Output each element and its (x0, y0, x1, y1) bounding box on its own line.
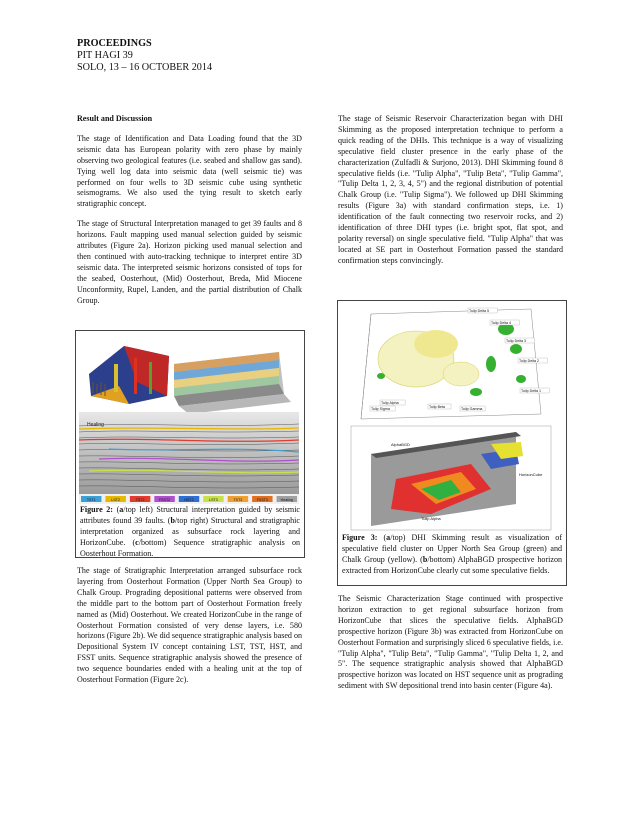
field-label: Tulip Delta 5 (469, 309, 490, 313)
section-title: Result and Discussion (77, 114, 153, 123)
figure-2 (75, 330, 305, 558)
field-label: Tulip Delta 2 (519, 359, 540, 363)
field-label: Tulip Sigma (371, 407, 390, 411)
paragraph: The stage of Identification and Data Loading found that the 3D seismic data has European polarity with zero phase by mainly observing two geological features (i.e. seabed and shallow gas sand). Tying well log data into seismic data (well seismic tie) was performed on four wells to 3D seismic cube using synthetic seismograms. We also used the tying result to sketch early stratigraphic concept. (77, 133, 302, 209)
right-column-bottom (338, 594, 563, 701)
left-column-bottom (77, 566, 302, 695)
figure-3-caption: Figure 3: (a/top) DHI Skimming result as visualization of speculative field cluster on Upper North Sea Group (green) and Chalk Group (yellow). (b/bottom) AlphaBGD prospective horizon extracted from HorizonCube clearly cut some speculative fields. (342, 533, 562, 575)
legend-label: LST3 (209, 498, 218, 502)
figure-2-legend (81, 496, 297, 502)
panel-label: HorizonCube (519, 472, 543, 477)
field-label: Tulip Delta 1 (521, 389, 542, 393)
paragraph: The stage of Stratigraphic Interpretation arranged subsurface rock layering from Oosterhout Formation (Upper North Sea Group) to Chalk Group. Prograding depositional patterns were observed from the middle part to the bottom part of Oosterhout Formation freely named as (Mid) Oosterhout. We created HorizonCube in the range of Oosterhout Formation consisted of very dense layers, i.e. 580 horizons (Figure 2b). We did sequence stratigraphic analysis based on Depositional System IV concept containing LST, TST, HST, and FSST units. Sequence stratigraphic analysis showed the presence of two sequence boundaries ended with a healing unit at the top of Oosterhout Formation (Figure 2c). (77, 566, 302, 685)
proceedings-title: PROCEEDINGS (77, 38, 152, 49)
legend-label: FSST3 (256, 498, 268, 502)
field-label: Tulip Gamma (461, 407, 483, 411)
conference-name: PIT HAGI 39 (77, 50, 133, 61)
field-label: Tulip Delta 4 (491, 321, 512, 325)
field-label: Tulip Alpha (381, 401, 399, 405)
paragraph: The stage of Structural Interpretation managed to get 39 faults and 8 horizons. Fault mapping used manual selection guided by seismic attributes (Figure 2a). Horizon picking used manual selection and then continued with auto-tracking technique to interpret entire 3D seismic data. The interpreted seismic horizons consisted of tops for the seabed, Oosterhout, (Mid) Oosterhout, Breda, Mid Miocene Unconformity, Rupel, Landen, and the partial distribution of Chalk Group. (77, 219, 302, 305)
legend-label: TST3 (233, 498, 243, 502)
legend-label: TST1 (86, 498, 96, 502)
healing-label: Healing (87, 422, 104, 428)
panel-label: Tulip Alpha (421, 516, 441, 521)
panel-label: AlphaBGD (391, 442, 410, 447)
field-label: Tulip Beta (429, 405, 446, 409)
legend-label: HST2 (184, 498, 194, 502)
left-column-top (77, 114, 302, 316)
conference-date: SOLO, 13 – 16 OCTOBER 2014 (77, 62, 213, 73)
page-header (77, 38, 212, 74)
figure-2-image (79, 334, 299, 504)
figure-2-caption: Figure 2: (a/top left) Structural interpretation guided by seismic attributes found 39 faults. (b/top right) Structural and stratigraphic interpretation organized as subsurface rock layering and HorizonCube. (c/bottom) Sequence stratigraphic analysis on Oosterhout Formation. (80, 505, 301, 558)
paragraph: The Seismic Characterization Stage continued with prospective horizon extraction to get regional subsurface horizon from HorizonCube that slices the speculative fields. AlphaBGD prospective horizon (Figure 3b) was extracted from HorizonCube on Oosterhout Formation and surprisingly sliced 6 speculative fields, i.e. "Tulip Alpha", "Tulip Beta", "Tulip Gamma", "Tulip Delta 1, 2, and 5". The sequence stratigraphic analysis showed that AlphaBGD prospective horizon was located on HST sequence unit as prograding sediment with SW depositional trend into basin center (Figure 4a). (338, 594, 563, 691)
figure-3-image (341, 304, 561, 532)
figure-3 (337, 300, 567, 586)
legend-label: Healing (280, 498, 293, 502)
paragraph: The stage of Seismic Reservoir Characterization began with DHI Skimming as the proposed interpretation technique to perform a quick reading of the DHIs. This technique is a way of visualizing speculative field cluster presence in the early phase of the characterization (Zulfadli & Surjono, 2013). DHI Skimming found 8 speculative fields (i.e. "Tulip Alpha", "Tulip Beta", "Tulip Gamma", "Tulip Delta 1, 2, 3, 4, 5") and the regional distribution of potential Chalk Group (i.e. "Tulip Sigma"). We followed up DHI Skimming results (Figure 3a) with standard confirmation steps, i.e. 1) identification of the fault connecting two reservoir rocks, and 2) identification of three DHI types (i.e. bright spot, flat spot, and polarity reversal) on single speculative field. "Tulip Alpha" that was located at SE part in Oosterhout Formation passed the standard confirmation steps convincingly. (338, 114, 563, 265)
legend-label: LST2 (111, 498, 120, 502)
legend-label: TST2 (135, 498, 145, 502)
right-column-top (338, 114, 563, 276)
field-label: Tulip Delta 3 (506, 339, 527, 343)
legend-label: FSST2 (158, 498, 171, 502)
